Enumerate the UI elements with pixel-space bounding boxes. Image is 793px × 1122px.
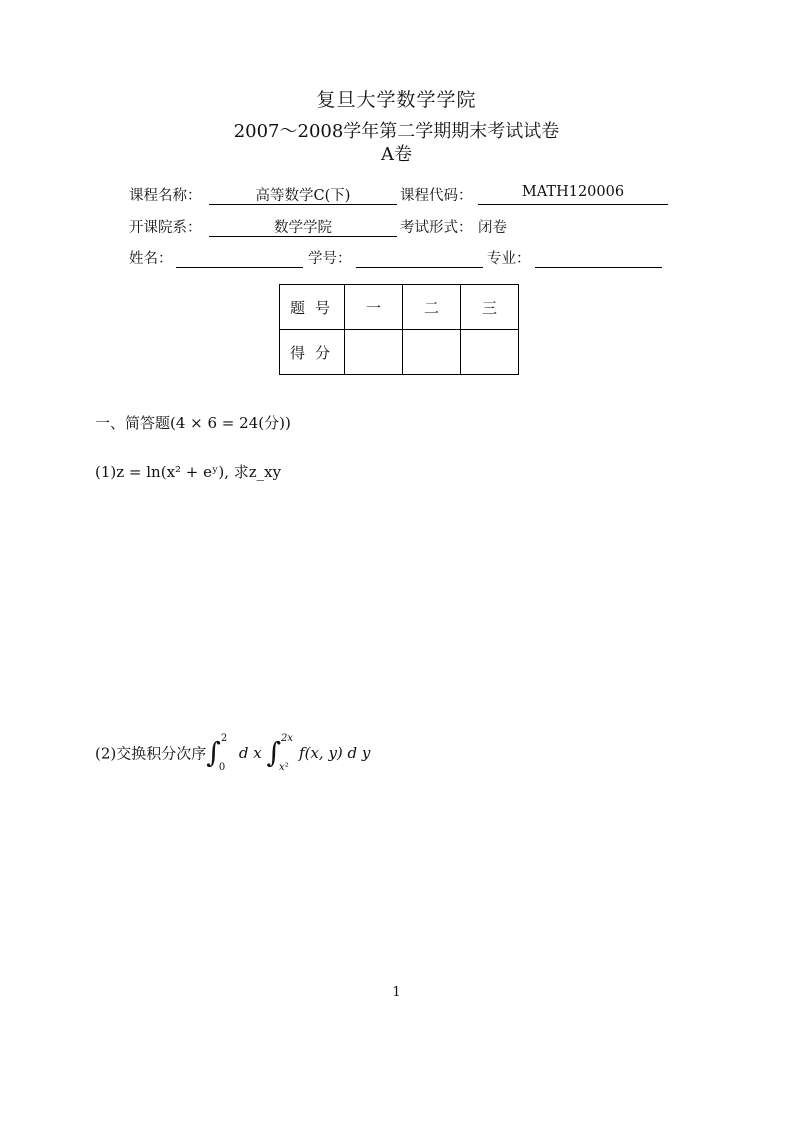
course-name-value: 高等数学C(下) — [209, 184, 397, 205]
student-id-field[interactable] — [356, 247, 483, 268]
dx-term: d x — [238, 744, 267, 762]
department-value: 数学学院 — [209, 216, 397, 237]
question-2-prefix: (2)交换积分次序 — [95, 744, 207, 763]
info-row-3 — [129, 247, 689, 273]
exam-form-label: 考试形式： — [400, 220, 473, 236]
question-1: (1)z = ln(x² + eʸ), 求z_xy — [95, 463, 282, 481]
info-row-1 — [129, 184, 689, 210]
question-number-header: 题号 — [280, 285, 345, 330]
student-id-label: 学号： — [308, 251, 352, 267]
score-table-score-row — [280, 330, 519, 375]
major-label: 专业： — [487, 251, 531, 267]
info-row-2 — [129, 216, 689, 242]
course-code-value: MATH120006 — [478, 184, 668, 205]
integral-sign-icon: ∫ — [266, 736, 282, 769]
course-name-label: 课程名称： — [129, 188, 202, 204]
column-1: 一 — [345, 285, 403, 330]
integral-limits-2: 2x x² — [279, 733, 294, 773]
integral-sign-icon: ∫ — [206, 736, 221, 769]
score-cell-1[interactable] — [345, 330, 403, 375]
question-2 — [95, 733, 370, 777]
name-label: 姓名： — [129, 251, 173, 267]
score-table-header-row — [280, 285, 519, 330]
score-cell-2[interactable] — [403, 330, 461, 375]
section-heading: 一、简答题(4 × 6 = 24(分)) — [95, 414, 291, 432]
score-header: 得分 — [280, 330, 345, 375]
integral-limits-1: 2 0 — [218, 733, 228, 773]
score-cell-3[interactable] — [461, 330, 519, 375]
exam-title: 2007～2008学年第二学期期末考试试卷 — [233, 121, 560, 142]
course-code-label: 课程代码： — [400, 188, 473, 204]
name-field[interactable] — [176, 247, 303, 268]
integrand: f(x, y) d y — [299, 744, 371, 762]
major-field[interactable] — [535, 247, 662, 268]
school-title: 复旦大学数学学院 — [316, 89, 477, 111]
paper-version: A卷 — [381, 144, 412, 165]
department-label: 开课院系： — [129, 220, 202, 236]
exam-form-value: 闭卷 — [478, 220, 507, 236]
page-number: 1 — [392, 985, 401, 1000]
column-3: 三 — [461, 285, 519, 330]
column-2: 二 — [403, 285, 461, 330]
score-table — [279, 284, 519, 375]
